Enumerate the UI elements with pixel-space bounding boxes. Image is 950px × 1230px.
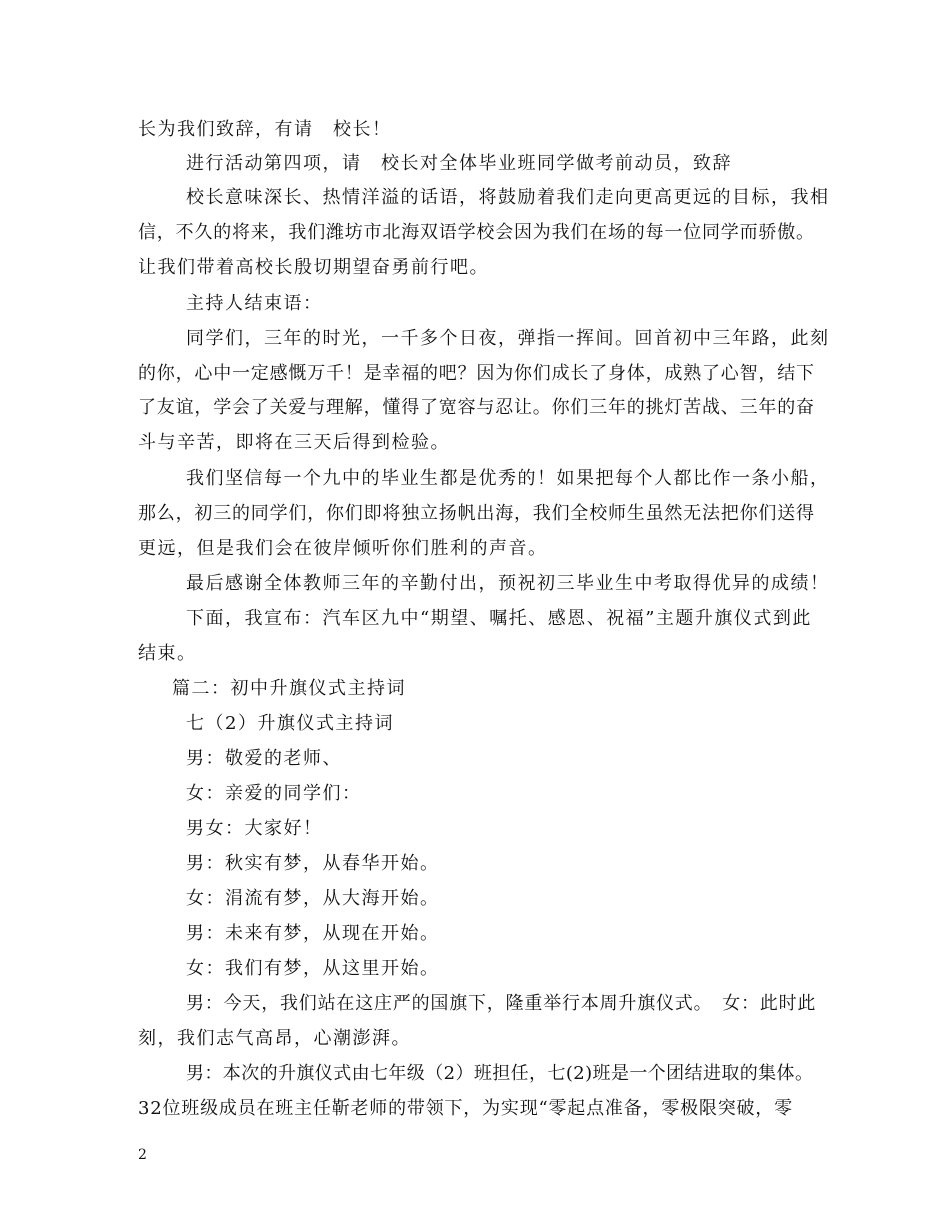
text-line: 的你，心中一定感慨万千！是幸福的吧？因为你们成长了身体，成熟了心智，结下 [138, 363, 815, 384]
text-line: 校长意味深长、热情洋溢的话语，将鼓励着我们走向更高更远的目标，我相 [186, 187, 830, 208]
text-line: 最后感谢全体教师三年的辛勤付出，预祝初三毕业生中考取得优异的成绩！ [186, 573, 830, 594]
text-line: 我们坚信每一个九中的毕业生都是优秀的！如果把每个人都比作一条小船， [186, 468, 830, 489]
text-line: 斗与辛苦，即将在三天后得到检验。 [138, 432, 450, 453]
text-line: 七（2）升旗仪式主持词 [186, 713, 394, 734]
text-line: 刻，我们志气高昂，心潮澎湃。 [138, 1028, 411, 1049]
text-line: 男：今天，我们站在这庄严的国旗下，隆重举行本周升旗仪式。 女：此时此 [186, 993, 817, 1014]
text-line: 同学们，三年的时光，一千多个日夜，弹指一挥间。回首初中三年路，此刻 [186, 328, 830, 349]
text-line: 男：秋实有梦，从春华开始。 [186, 853, 440, 874]
text-line: 女：我们有梦，从这里开始。 [186, 958, 440, 979]
text-line: 男：未来有梦，从现在开始。 [186, 923, 440, 944]
text-line: 更远，但是我们会在彼岸倾听你们胜利的声音。 [138, 538, 548, 559]
text-line: 了友谊，学会了关爱与理解，懂得了宽容与忍让。你们三年的挑灯苦战、三年的奋 [138, 397, 815, 418]
text-line: 信，不久的将来，我们潍坊市北海双语学校会因为我们在场的每一位同学而骄傲。 [138, 222, 815, 243]
text-line: 男女：大家好！ [186, 818, 323, 839]
section-heading: 篇二：初中升旗仪式主持词 [172, 678, 406, 699]
text-line: 进行活动第四项，请 校长对全体毕业班同学做考前动员，致辞 [186, 153, 732, 174]
text-line: 男：敬爱的老师、 [186, 748, 342, 769]
text-line: 女：涓流有梦，从大海开始。 [186, 888, 440, 909]
text-line: 男：本次的升旗仪式由七年级（2）班担任，七(2)班是一个团结进取的集体。 [186, 1063, 814, 1084]
text-line: 结束。 [138, 643, 197, 664]
text-line: 下面，我宣布：汽车区九中“期望、嘱托、感恩、祝福”主题升旗仪式到此 [186, 608, 812, 629]
text-line: 主持人结束语： [186, 293, 323, 314]
page-number: 2 [138, 1147, 147, 1163]
text-line: 让我们带着高校长殷切期望奋勇前行吧。 [138, 257, 489, 278]
text-line: 长为我们致辞，有请 校长！ [138, 119, 392, 140]
text-line: 32位班级成员在班主任靳老师的带领下，为实现“零起点准备，零极限突破，零 [138, 1098, 793, 1119]
text-line: 女：亲爱的同学们： [186, 783, 362, 804]
text-line: 那么，初三的同学们，你们即将独立扬帆出海，我们全校师生虽然无法把你们送得 [138, 503, 815, 524]
